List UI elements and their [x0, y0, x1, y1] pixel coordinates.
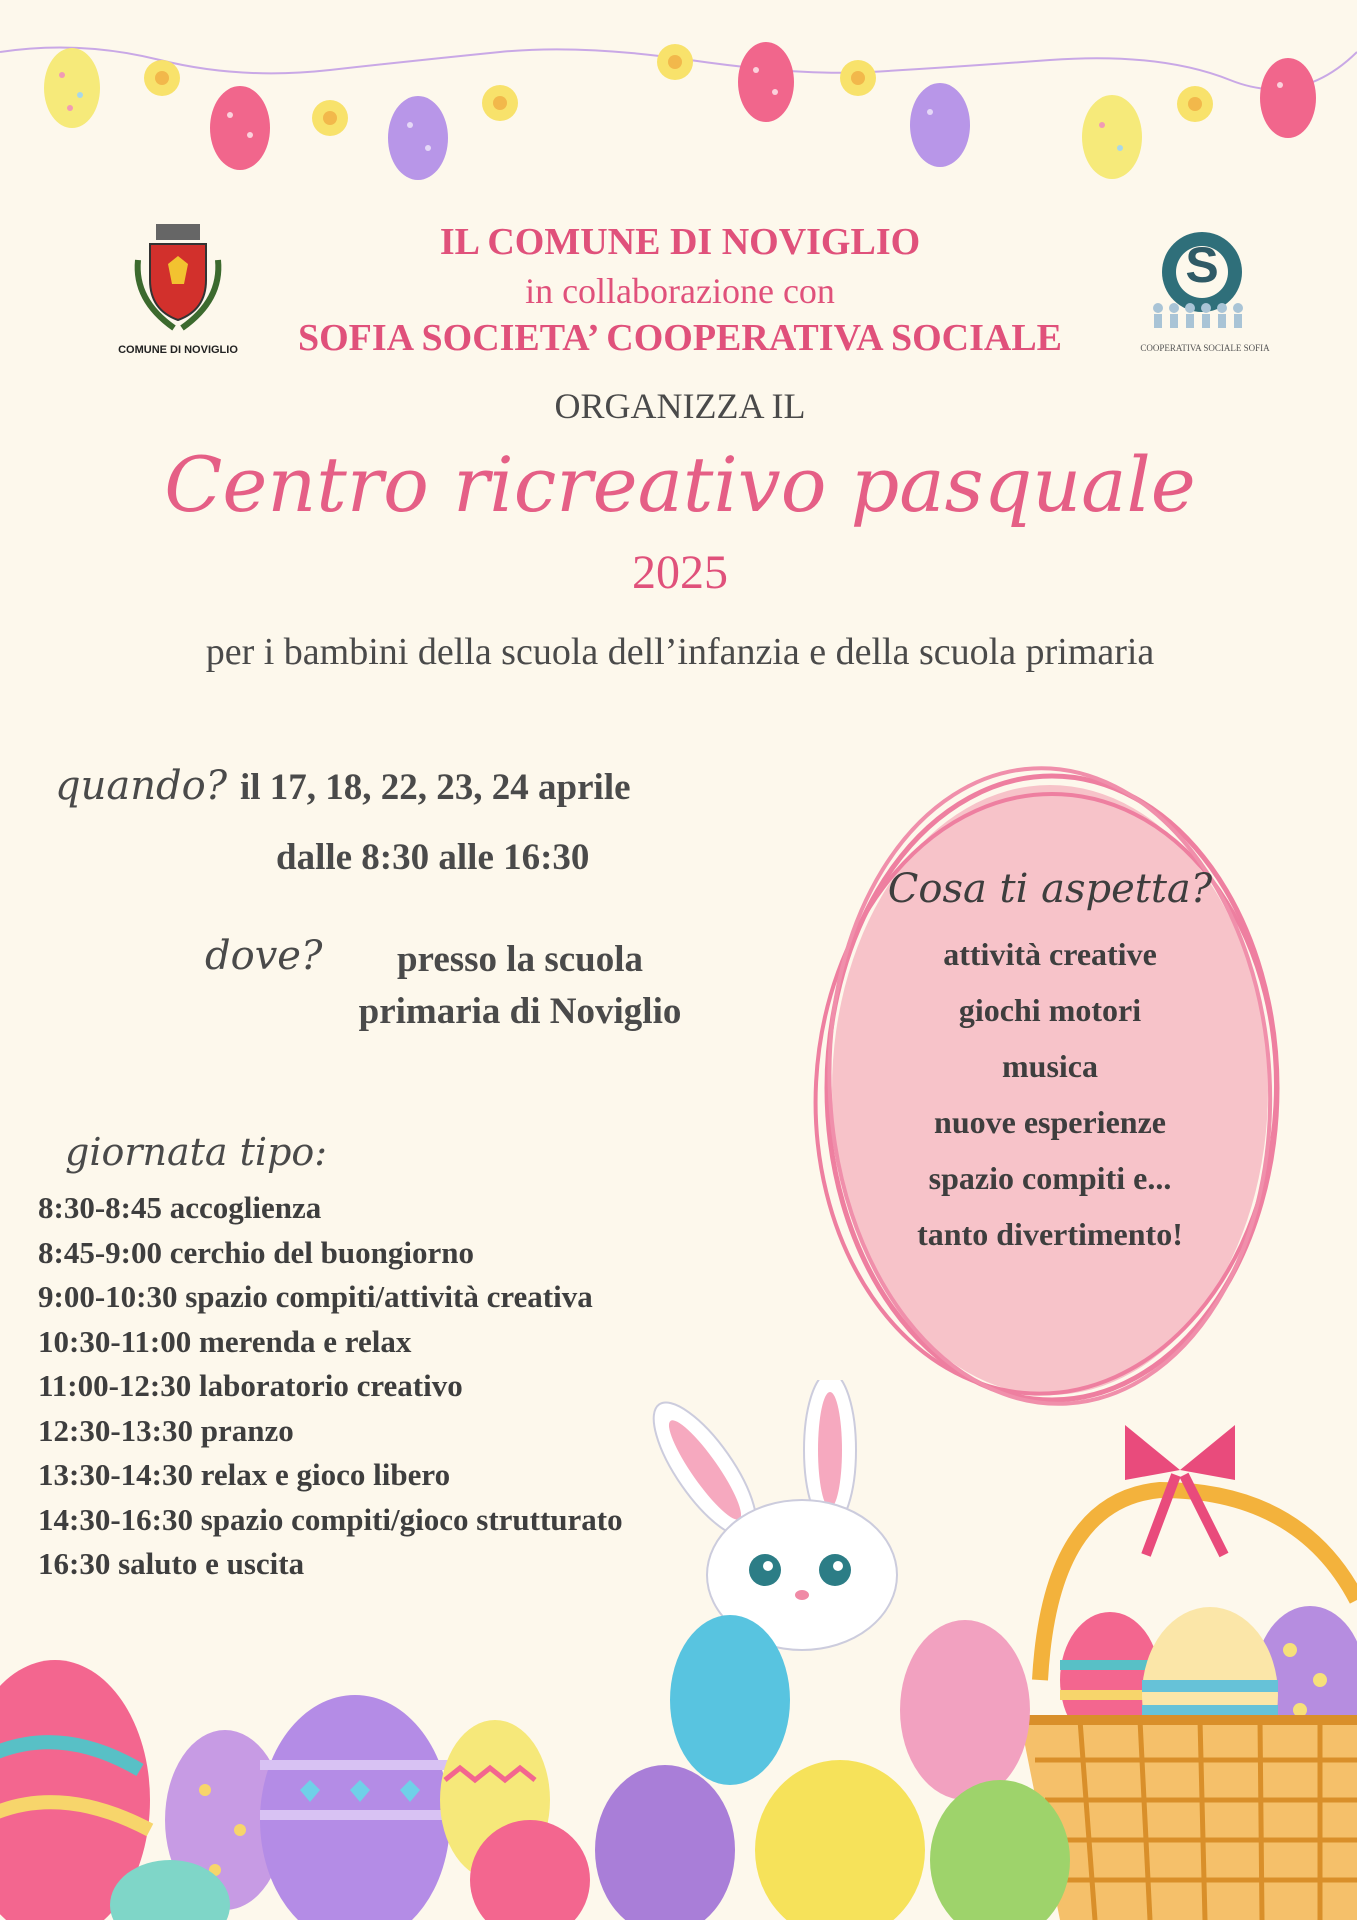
title-year: 2025	[632, 546, 728, 599]
schedule-item: 8:45-9:00 cerchio del buongiorno	[38, 1234, 474, 1270]
egg-item: attività creative	[943, 936, 1157, 972]
garland-flower-icon	[482, 85, 518, 121]
garland-flower-icon	[144, 60, 180, 96]
header-line-sofia: SOFIA SOCIETA’ COOPERATIVA SOCIALE	[297, 317, 1063, 359]
schedule-label: giornata tipo:	[65, 1130, 328, 1174]
easter-illustration	[0, 1380, 1357, 1920]
garland-egg-icon	[1082, 95, 1142, 179]
garland-flower-icon	[312, 100, 348, 136]
when-dates: il 17, 18, 22, 23, 24 aprile	[240, 767, 631, 808]
egg-title: Cosa ti aspetta?	[887, 866, 1213, 912]
header-organizza: ORGANIZZA IL	[554, 386, 806, 426]
egg-item: musica	[1002, 1048, 1098, 1084]
schedule-item: 13:30-14:30 relax e gioco libero	[38, 1457, 451, 1492]
comune-coat-of-arms-icon	[130, 220, 226, 340]
header-line-comune: IL COMUNE DI NOVIGLIO	[439, 221, 921, 263]
garland-flower-icon	[1177, 86, 1213, 122]
subtitle-target: per i bambini della scuola dell’infanzia e della scuola primaria	[205, 631, 1155, 673]
basket-icon	[1020, 1720, 1357, 1920]
sofia-logo-caption: COOPERATIVA SOCIALE SOFIA	[1140, 343, 1270, 353]
bunny-icon	[636, 1380, 897, 1650]
header-line-collaborazione: in collaborazione con	[525, 271, 835, 311]
garland-egg-icon	[388, 96, 448, 180]
where-address	[310, 934, 730, 1038]
schedule-item: 16:30 saluto e uscita	[38, 1546, 305, 1581]
when-label: quando?	[55, 763, 228, 809]
schedule-item: 11:00-12:30 laboratorio creativo	[38, 1368, 463, 1403]
comune-logo-caption: COMUNE DI NOVIGLIO	[118, 344, 238, 356]
when-hours: dalle 8:30 alle 16:30	[276, 837, 590, 878]
garland-egg-icon	[738, 42, 794, 122]
egg-item: tanto divertimento!	[917, 1216, 1183, 1252]
schedule-item: 9:00-10:30 spazio compiti/attività creativa	[38, 1279, 593, 1314]
where-line-2: primaria di Noviglio	[358, 991, 682, 1032]
egg-item: spazio compiti e...	[928, 1160, 1172, 1196]
egg-garland-decoration	[0, 0, 1357, 190]
pink-egg-icon	[900, 1620, 1030, 1800]
sofia-logo-letter: S	[1185, 237, 1219, 293]
main-title: Centro ricreativo pasquale	[164, 440, 1196, 529]
garland-egg-icon	[210, 86, 270, 170]
egg-activities-list	[840, 926, 1260, 1262]
schedule-item: 14:30-16:30 spazio compiti/gioco strutturato	[38, 1501, 623, 1537]
schedule-item: 8:30-8:45 accoglienza	[38, 1190, 322, 1225]
egg-item: nuove esperienze	[934, 1104, 1166, 1140]
purple-egg-icon	[595, 1765, 735, 1920]
garland-egg-icon	[1260, 58, 1316, 138]
sofia-logo	[1140, 228, 1260, 338]
yellow-egg-icon	[755, 1760, 925, 1920]
schedule-item: 12:30-13:30 pranzo	[38, 1412, 294, 1448]
blue-egg-icon	[670, 1615, 790, 1785]
where-line-1: presso la scuola	[396, 939, 643, 980]
garland-flower-icon	[657, 44, 693, 80]
where-label: dove?	[205, 933, 323, 979]
garland-egg-icon	[44, 48, 100, 128]
egg-item: giochi motori	[958, 992, 1142, 1028]
garland-flower-icon	[840, 60, 876, 96]
schedule-item: 10:30-11:00 merenda e relax	[38, 1323, 412, 1359]
heart-egg-icon	[260, 1695, 450, 1920]
garland-egg-icon	[910, 83, 970, 167]
